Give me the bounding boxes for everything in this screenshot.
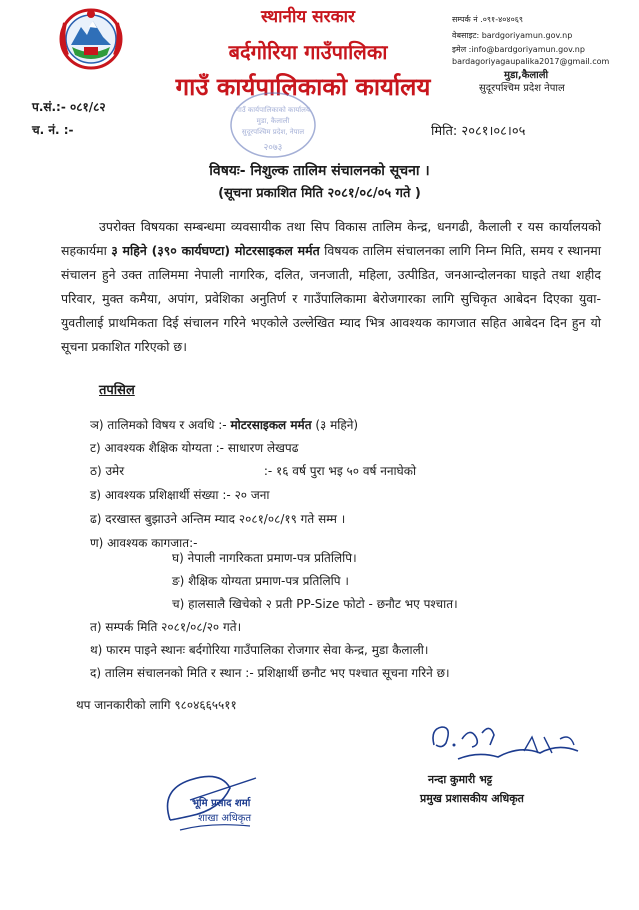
signature-right-handwriting [428, 715, 588, 765]
paragraph-part-1: उपरोक्त विषयका सम्बन्धमा व्यवसायीक तथा सिप विकास तालिम केन्द्र, धनगढी, कैलाली र यस कार्यालयको सहकार्यमा [61, 219, 601, 258]
header-line-2: बर्दगोरिया गाउँपालिका [228, 40, 388, 64]
stamp-line-1: गाउँ कार्यपालिकाको कार्यालय [236, 106, 310, 114]
document-item: च) हालसालै खिचेको २ प्रती PP-Size फोटो - छनौट भए पश्चात। [172, 597, 458, 611]
reference-number: प.सं.:- ०८१/८२ [32, 100, 106, 114]
detail-value: मोटरसाइकल मर्मत [230, 418, 312, 432]
contact-address-2: सुदूरपश्चिम प्रदेश नेपाल [479, 83, 565, 94]
stamp-year: २०७३ [263, 143, 283, 153]
contact-website: वेबसाइट: bardgoriyamun.gov.np [452, 31, 573, 40]
detail-item-course [90, 416, 358, 433]
subject-publish-date: (सूचना प्रकाशित मिति २०८१/०८/०५ गते ) [218, 186, 421, 201]
signatory-name: नन्दा कुमारी भट्ट [428, 773, 493, 786]
signatory-title: प्रमुख प्रशासकीय अधिकृत [420, 792, 524, 805]
contact-phone: सम्पर्क नं .०९१-४०४०६९ [452, 15, 524, 24]
detail-item-trainees [90, 486, 270, 503]
dispatch-number: च. नं. :- [32, 123, 74, 137]
detail-item-contact-date: त) सम्पर्क मिति २०८१/०८/२० गते। [90, 620, 242, 634]
detail-item-age [90, 462, 416, 479]
stamp-line-2: मुडा, कैलाली [256, 117, 290, 125]
detail-label: ढ) दरखास्त बुझाउने अन्तिम म्याद [90, 512, 236, 526]
detail-value: २० जना [234, 488, 270, 502]
detail-label: ञ) तालिमको विषय र अवधि :- [90, 418, 227, 432]
contact-email: इमेल :info@bardgoriyamun.gov.np [452, 45, 585, 54]
paragraph-part-2: विषयक तालिम संचालनका लागि निम्न मिति, समय र स्थानमा संचालन हुने उक्त तालिममा नेपाली नागरिक, दलित, जनजाती, महिला, उत्पीडित, जनआन्दोलनका घाइते तथा शहीद परिवार, मुक्त कमैया, अपांग, प्रवेशिका अनुतिर्ण र गाउँपालिकामा बेरोजगारका लागि सुचिकृत आबेदन दिएका युवा-युवतीलाई प्राथमिकता दिई संचालन गरिने भएकोले उल्लेखित म्याद भित्र आवश्यक कागजात सहित आबेदन दिन हुन यो सूचना प्रकाशित गरिएको छ। [61, 243, 601, 354]
detail-label: ट) आवश्यक शैक्षिक योग्यता :- [90, 441, 225, 455]
detail-item-training-schedule: द) तालिम संचालनको मिति र स्थान :- प्रशिक्षार्थी छनौट भए पश्चात सूचना गरिने छ। [90, 666, 450, 680]
detail-item-form-location: थ) फारम पाइने स्थानः बर्दगोरिया गाउँपालिका रोजगार सेवा केन्द्र, मुडा कैलाली। [90, 643, 429, 657]
left-signatory-name: भूमि प्रसाद शर्मा [192, 798, 251, 809]
detail-label: ठ) उमेर [90, 464, 125, 478]
detail-extra: (३ महिने) [315, 418, 359, 432]
header-office-title: गाउँ कार्यपालिकाको कार्यालय [175, 73, 431, 101]
detail-label: ड) आवश्यक प्रशिक्षार्थी संख्या :- [90, 488, 231, 502]
details-heading: तपसिल [99, 383, 135, 398]
left-signatory-title: शाखा अधिकृत [198, 813, 252, 824]
office-stamp [228, 90, 318, 160]
paragraph-bold-course: ३ महिने (३९० कार्यघण्टा) मोटरसाइकल मर्मत [111, 243, 320, 258]
detail-value: :- १६ वर्ष पुरा भइ ५० वर्ष ननाघेको [263, 464, 417, 478]
contact-email-2: bardagoriyagaupalika2017@gmail.com [452, 57, 610, 66]
detail-label: ण) आवश्यक कागजात:- [90, 536, 198, 550]
subject-line: विषयः- निशुल्क तालिम संचालनको सूचना । [209, 163, 430, 179]
document-item: घ) नेपाली नागरिकता प्रमाण-पत्र प्रतिलिपि। [172, 551, 357, 565]
detail-item-deadline [90, 510, 345, 527]
header-line-1: स्थानीय सरकार [260, 7, 355, 27]
detail-value: साधारण लेखपढ [227, 441, 299, 455]
letter-date: मिति: २०८१।०८।०५ [431, 124, 526, 139]
detail-value: २०८१/०८/१९ गते सम्म । [238, 512, 346, 526]
contact-address-1: मुडा,कैलाली [504, 70, 549, 81]
stamp-line-3: सुदूरपश्चिम प्रदेश, नेपाल [241, 128, 305, 136]
more-info-phone: थप जानकारीको लागि ९८०४६६५५११ [76, 698, 237, 712]
document-item: ङ) शैक्षिक योग्यता प्रमाण-पत्र प्रतिलिपि । [172, 574, 349, 588]
detail-item-qualification [90, 439, 298, 456]
nepal-emblem-logo [57, 5, 125, 71]
notice-body-paragraph [61, 215, 601, 359]
